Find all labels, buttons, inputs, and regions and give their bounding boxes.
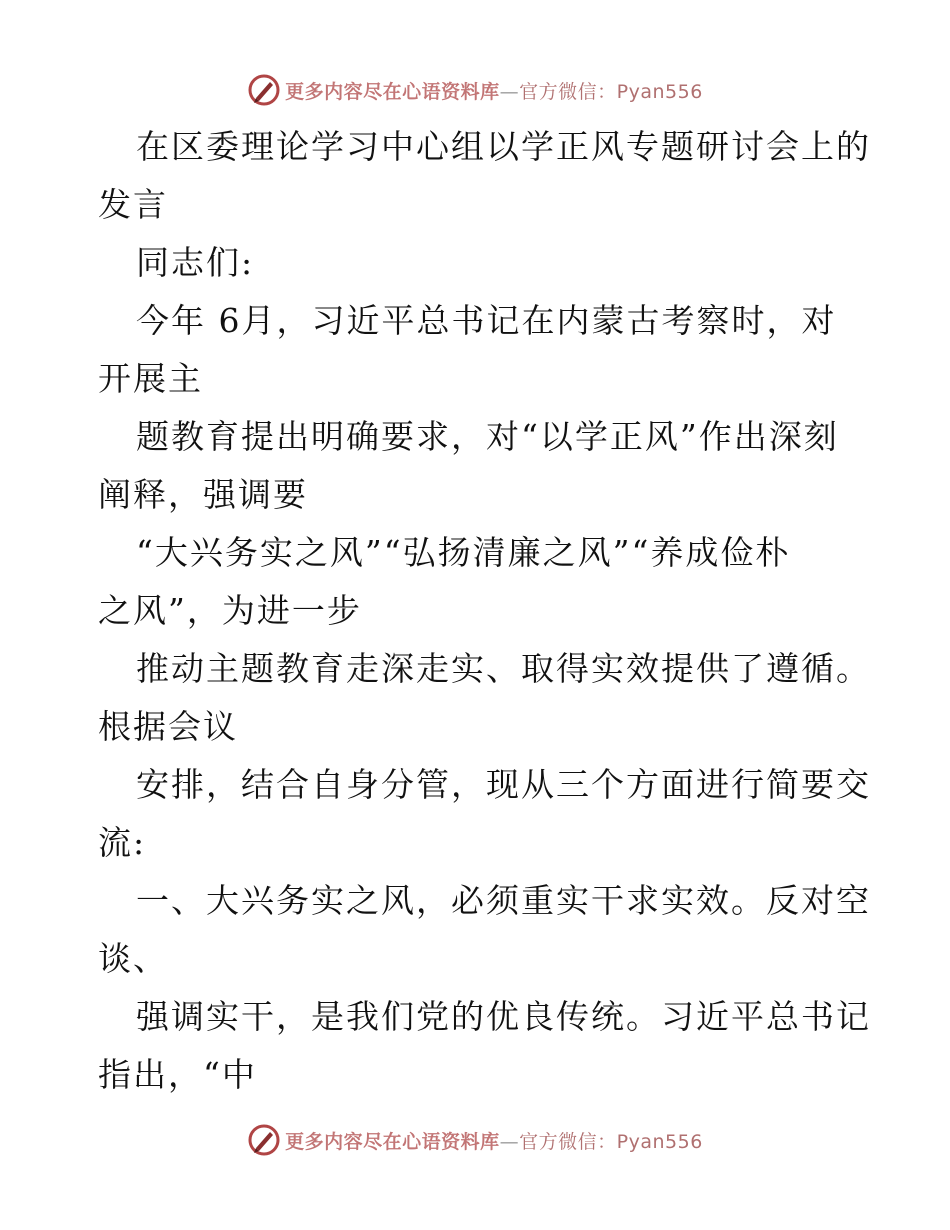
watermark-contact: 官方微信：Pyan556	[519, 80, 703, 103]
watermark-contact: 官方微信：Pyan556	[519, 1130, 703, 1153]
footer-watermark	[0, 1120, 950, 1160]
document-line: 强调实干，是我们党的优良传统。习近平总书记	[136, 997, 871, 1036]
document-line: 一、大兴务实之风，必须重实干求实效。反对空	[136, 881, 871, 920]
document-line: 开展主	[98, 359, 203, 398]
pen-logo-icon	[247, 1123, 281, 1157]
document-line: 发言	[98, 185, 168, 224]
document-line: 同志们:	[136, 243, 255, 282]
document-line: “大兴务实之风”“弘扬清廉之风”“养成俭朴	[136, 533, 791, 572]
watermark-dash: —	[499, 1130, 520, 1153]
watermark-dash: —	[499, 80, 520, 103]
document-line: 推动主题教育走深走实、取得实效提供了遵循。	[136, 649, 871, 688]
document-line: 谈、	[98, 939, 168, 978]
document-line: 题教育提出明确要求，对“以学正风”作出深刻	[136, 417, 839, 456]
watermark-brand: 更多内容尽在心语资料库	[285, 1130, 500, 1153]
header-watermark	[0, 70, 950, 110]
document-line: 今年 6月，习近平总书记在内蒙古考察时，对	[136, 301, 837, 340]
watermark-brand: 更多内容尽在心语资料库	[285, 80, 500, 103]
document-line: 流:	[98, 823, 147, 862]
document-line: 在区委理论学习中心组以学正风专题研讨会上的	[136, 127, 871, 166]
watermark-text	[285, 77, 703, 104]
document-line: 之风”，为进一步	[98, 591, 362, 630]
document-line: 指出，“中	[98, 1055, 257, 1094]
pen-logo-icon	[247, 73, 281, 107]
document-body	[98, 118, 871, 1104]
watermark-text	[285, 1127, 703, 1154]
document-line: 安排，结合自身分管，现从三个方面进行简要交	[136, 765, 871, 804]
document-line: 根据会议	[98, 707, 238, 746]
document-line: 阐释，强调要	[98, 475, 308, 514]
